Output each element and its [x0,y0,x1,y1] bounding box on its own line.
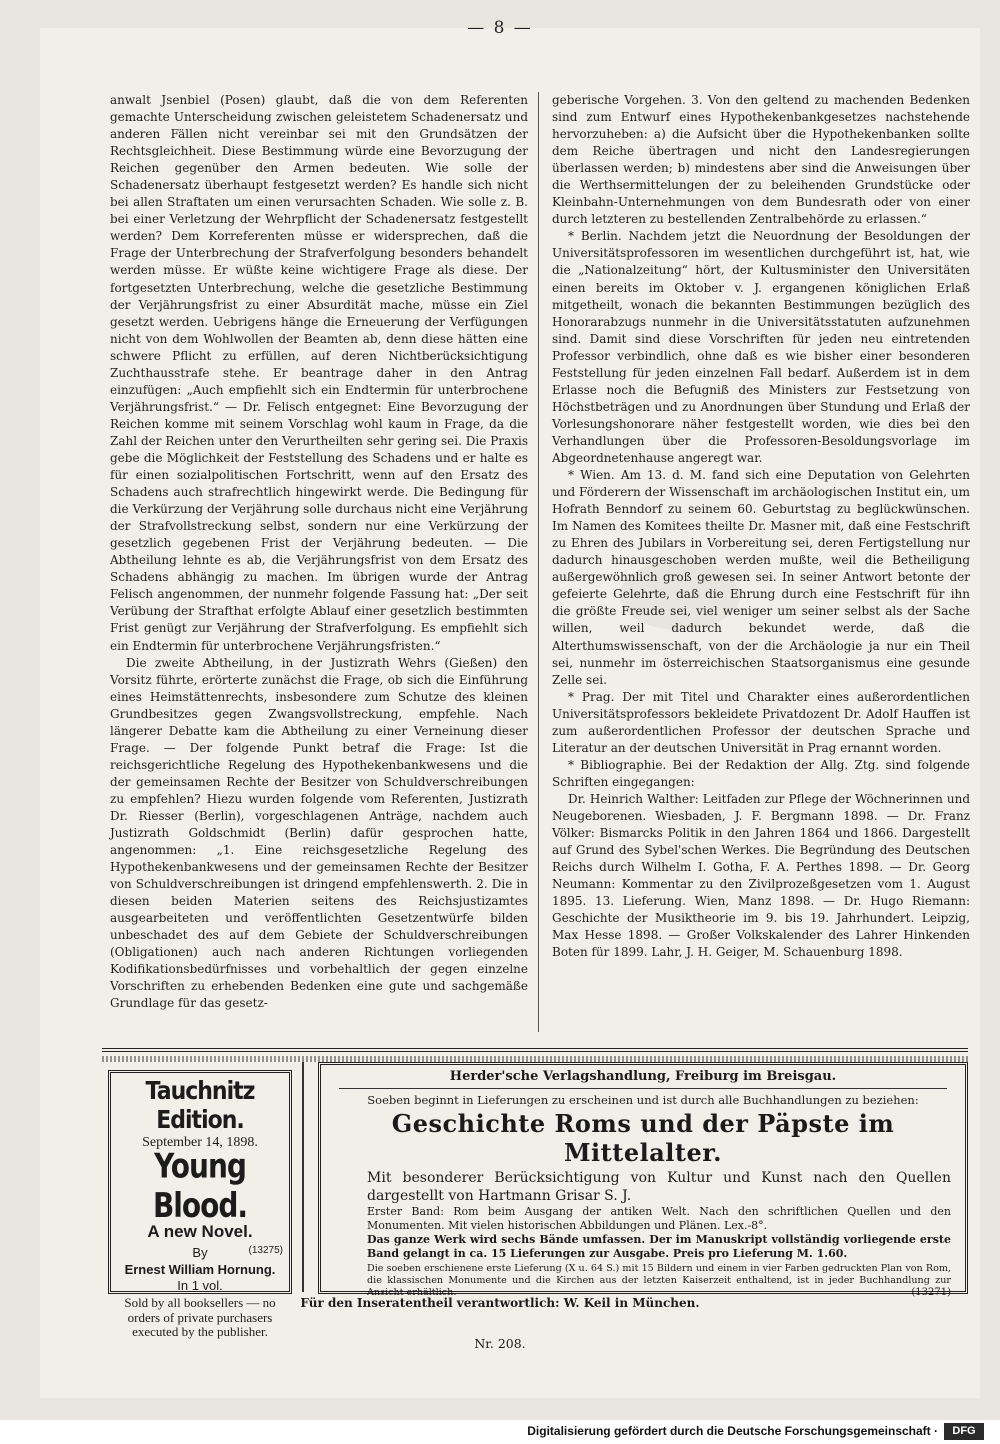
article-paragraph: geberische Vorgehen. 3. Von den geltend zu machenden Bedenken sind zum Entwurf eines Hypothekenbankgesetzes nachstehende hervorzuheben: a) die Aufsicht über die Hypothekenbanken sollte dem Reiche übertragen und nicht den Landesregierungen überlassen werden; b) mindestens aber sind die Anweisungen über die Werthsermittelungen der zu beleihenden Grundstücke oder Kleinbahn-Unternehmungen von dem Bundesrath oder von einer durch letzteren zu bestellenden Zentralbehörde zu erlassen.“ [552,93,970,227]
ad-volume-info: Erster Band: Rom beim Ausgang der antiken Welt. Nach den schriftlichen Quellen und den Monumenten. Mit vielen historischen Abbildungen und Plänen. Lex.-8°. [367,1205,951,1232]
news-item-wien: * Wien. Am 13. d. M. fand sich eine Deputation von Gelehrten und Förderern der Wissenschaft im archäologischen Institut ein, um Hofrath Benndorf zu seinem 60. Geburtstag zu beglückwünschen. Im Namen des Komitees theilte Dr. Masner mit, daß eine Festschrift zu Ehren des Jubilars in Vorbereitung sei, deren Fertigstellung nur dadurch hinausgeschoben werden mußte, weil die Betheiligung außergewöhnlich groß gewesen sei. In seiner Antwort betonte der gefeierte Gelehrte, daß die Ehrung durch eine Festschrift für ihn die größte Freude sei, viel weniger um seiner selbst als der Sache willen, weil dadurch bekundet werde, daß die Alterthumswissenschaft, von der die Archäologie ja nur ein Theil sei, nunmehr im österreichischen Staatsorganismus eine gesunde Zelle sei. [552,468,970,687]
ad-series: Tauchnitz Edition. [145,1077,255,1135]
tauchnitz-advertisement [108,1070,292,1339]
issue-number: Nr. 208. [474,1336,526,1351]
ad-sold-note: Sold by all booksellers — no orders of private purchasers executed by the publisher. [124,1295,276,1339]
ad-book-title: Geschichte Roms und der Päpste im Mittelalter. [391,1109,895,1167]
ad-scope: Das ganze Werk wird sechs Bände umfassen. Der im Manuskript vollständig vorliegende erste Band gelangt in ca. 15 Lieferungen zur Ausgabe. Preis pro Lieferung M. 1.60. [367,1233,951,1260]
ad-code: (13275) [248,1245,283,1256]
ad-book-title: Young Blood. [152,1146,248,1226]
bibliography-list: Dr. Heinrich Walther: Leitfaden zur Pflege der Wöchnerinnen und Neugeborenen. Wiesbaden, J. F. Bergmann 1898. — Dr. Franz Völker: Bismarcks Politik in den Jahren 1864 und 1866. Dargestellt auf Grund des Sybel'schen Werkes. Die Begründung des Deutschen Reichs durch Wilhelm I. Gotha, F. A. Perthes 1898. — Dr. Georg Neumann: Kommentar zu den Zivilprozeßgesetzen vom 1. August 1895. 13. Lieferung. Wien, Manz 1898. — Dr. Hugo Riemann: Geschichte der Musiktheorie im 9. bis 19. Jahrhundert. Leipzig, Max Hesse 1898. — Großer Volkskalender des Lahrer Hinkenden Boten für 1899. Lahr, J. H. Geiger, M. Schauenburg 1898. [552,791,970,960]
ad-intro: Soeben beginnt in Lieferungen zu erscheinen und ist durch alle Buchhandlungen zu beziehen: [367,1093,919,1107]
digitization-footer [0,1420,1000,1444]
article-paragraph: anwalt Jsenbiel (Posen) glaubt, daß die von dem Referenten gemachte Unterscheidung zwischen geleistetem Schadenersatz und anderen Fällen nicht vereinbar sei mit den Grundsätzen der Rechtsgleichheit. Diese Bestimmung würde eine Bevorzugung der Reichen gegenüber den Armen bedeuten. Wie solle der Schadenersatz überhaupt festgesetzt werden? Es handle sich nicht bei allen Straftaten um einen verursachten Schaden. Wie solle z. B. bei einer Verletzung der Wehrpflicht der Schadenersatz festgestellt werden? Dem Korreferenten müsse er widersprechen, daß die Frage der Unterbrechung der Strafverfolgung besonders behandelt werden müsse. Er wüßte keine wichtigere Frage als diese. Der fortgesetzten Unterbrechung, welche die gesetzliche Bestimmung der Verjährungsfrist zu einer Absurdität mache, müsse ein Ziel gesetzt werden. Uebrigens hänge die Erneuerung der Verfügungen nicht von dem Wohlwollen der Beamten ab, denn diese hätten eine schwere Pflicht zu erfüllen, auf deren Nichtberücksichtigung Zuchthausstrafe stehe. Er beantrage daher in den Antrag einzufügen: „Auch empfiehlt sich ein Endtermin für unterbrochene Verjährungsfrist.“ — Dr. Felisch entgegnet: Eine Bevorzugung der Reichen komme mit seinem Vorschlag wohl kaum in Frage, da die Zahl der Reichen unter den Verurtheilten sehr gering sei. Die Praxis gebe die Möglichkeit der Feststellung des Schadens und er halte es für einen sozialpolitischen Fortschritt, wenn auf den Ersatz des Schadens auch strafrechtlich hingewirkt werde. Die Bedingung für die Verkürzung der Verjährung solle durchaus nicht eine Verjährung der Strafvollstreckung selbst, sondern nur eine Verkürzung der gesetzlich gegebenen Frist der Verjährung bedeuten. — Die Abtheilung lehnte es ab, die Verjährungsfrist von dem Ersatz des Schadens abhängig zu machen. Im übrigen wurde der Antrag Felisch angenommen, der nunmehr folgende Fassung hat: „Der seit Verübung der Strafthat erfolgte Ablauf einer gesetzlich bestimmten Frist genügt zur Verjährung der Strafverfolgung. Es empfiehlt sich ein Endtermin für unterbrochene Verjährungsfristen.“ [110,93,528,653]
news-item-berlin: * Berlin. Nachdem jetzt die Neuordnung der Besoldungen der Universitätsprofessoren im wesentlichen durchgeführt ist, hat, wie die „Nationalzeitung“ hört, der Kultusminister den Universitäten einen bereits im Oktober v. J. ergangenen königlichen Erlaß mitgetheilt, wonach die bekannten Bestimmungen bezüglich des Honorarabzugs nunmehr in die Universitätsstatuten aufzunehmen sind. Damit sind diese Vorschriften für jeden neu eintretenden Professor verbindlich, ohne daß es wie bisher einer besonderen Feststellung für jeden einzelnen Fall bedarf. Außerdem ist in dem Erlasse noch die Befugniß des Ministers zur Festsetzung von Höchstbeträgen und zu Anordnungen über Stundung und Erlaß der Vorlesungshonorare näher festgestellt worden, wie dies bei den Verhandlungen über die Professoren-Besoldungsvorlage im Abgeordnetenhause angeregt war. [552,229,970,465]
footer-credit: Digitalisierung gefördert durch die Deutsche Forschungsgemeinschaft · [527,1424,938,1438]
column-divider [538,92,539,1032]
ad-rule [339,1088,947,1089]
section-rule [102,1048,968,1052]
bibliography-heading: * Bibliographie. Bei der Redaktion der Allg. Ztg. sind folgende Schriften eingegangen: [552,757,970,789]
article-paragraph: Die zweite Abtheilung, in der Justizrath Wehrs (Gießen) den Vorsitz führte, erörterte zunächst die Frage, ob sich die Einführung eines Heimstättenrechts, insbesondere zum Schutze des kleinen Grundbesitzes gegen Zwangsvollstreckung, empfehle. Nach längerer Debatte kam die Abtheilung zu einer Verneinung dieser Frage. — Der folgende Punkt betraf die Frage: Ist die reichsgerichtliche Regelung des Hypothekenbankwesens und die der gemeinsamen Rechte der Besitzer von Schuldverschreibungen zu empfehlen? Hiezu wurden folgende vom Referenten, Justizrath Dr. Riesser (Berlin), vorgeschlagenen Anträge, nachdem auch Justizrath Goldschmidt (Berlin) dafür gesprochen hatte, angenommen: „1. Eine reichsgesetzliche Regelung des Hypothekenbankwesens und der gemeinsamen Rechte der Besitzer von Schuldverschreibungen ist dringend empfehlenswerth. 2. Die in diesen beiden Materien seitens des Reichsjustizamtes ausgearbeiteten und veröffentlichten Gesetzentwürfe bilden unbeschadet des auf dem Gebiete der Schuldverschreibungen (Obligationen) auch nach anderen Richtungen vorliegenden Kodifikationsbedürfnisses und vorbehaltlich der gegen einzelne Vorschriften zu erhebenden Bedenken eine gute und sachgemäße Grundlage für das gesetz- [110,655,528,1011]
ad-first-issue-text: Die soeben erschienene erste Lieferung (X u. 64 S.) mit 15 Bildern und einem in vier Farben gedruckten Plan von Rom, die klassischen Monumente und die Kirchen aus der letzten Kaiserzeit enthaltend, ist in jeder Buchhandlung zur Ansicht erhältlich. [367,1263,951,1298]
right-column [552,92,970,960]
ad-volumes: In 1 vol. [177,1278,223,1293]
ad-code: (13271) [911,1287,951,1298]
ad-publisher: Herder'sche Verlagshandlung, Freiburg im Breisgau. [449,1069,837,1084]
ad-by: By [192,1245,208,1260]
ad-subtitle: A new Novel. [147,1222,253,1241]
page-number: — 8 — [467,18,533,38]
ad-by-row [111,1244,289,1260]
herder-advertisement [318,1062,968,1298]
ad-author: Ernest William Hornung. [124,1262,276,1277]
left-column [110,92,528,1038]
ad-divider [302,1062,304,1292]
responsible-editor: Für den Inseratentheil verantwortlich: W. Keil in München. [300,1296,700,1310]
ad-date: September 14, 1898. [142,1135,258,1150]
ad-first-issue [367,1263,951,1299]
news-item-prag: * Prag. Der mit Titel und Charakter eines außerordentlichen Universitätsprofessors bekleidete Privatdozent Dr. Adolf Hauffen ist zum außerordentlichen Professor der deutschen Sprache und Literatur an der deutschen Universität in Prag ernannt worden. [552,689,970,755]
dfg-logo-icon: DFG [944,1423,984,1440]
ad-subtitle: Mit besonderer Berücksichtigung von Kultur und Kunst nach den Quellen dargestellt von Hartmann Grisar S. J. [367,1170,951,1204]
